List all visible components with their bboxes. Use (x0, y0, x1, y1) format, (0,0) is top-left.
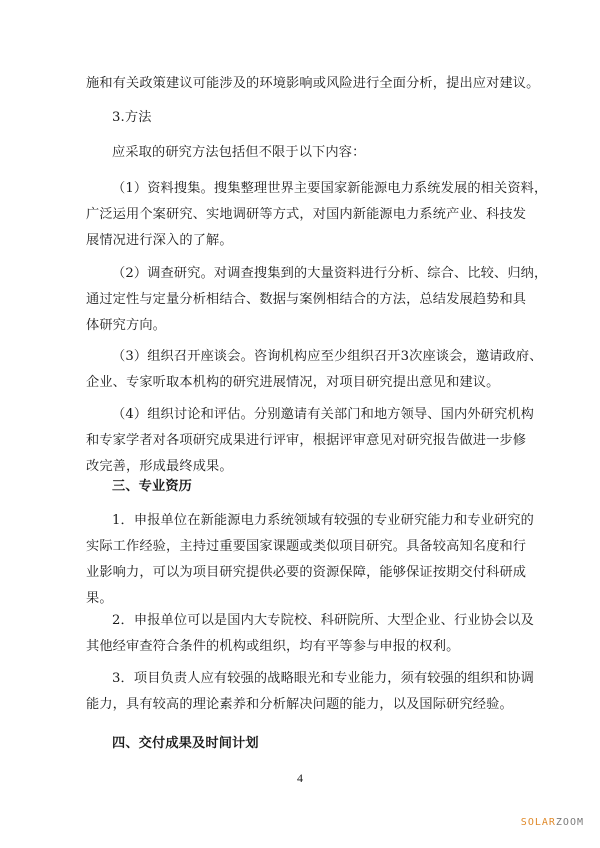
section-heading-qualification: 三、专业资历 (112, 479, 193, 494)
qualification-item-1: 1．申报单位在新能源电力系统领域有较强的专业研究能力和专业研究的 实际工作经验，主持过重要国家课题或类似项目研究。具备较高知名度和行 业影响力，可以为项目研究提供必要的资源保障，能够保证按期交付科研成 果。 (86, 513, 534, 606)
method-item-2: （2）调查研究。对调查搜集到的大量资料进行分析、综合、比较、归纳， 通过定性与定量分析相结合、数据与案例相结合的方法，总结发展趋势和具 体研究方向。 (86, 266, 548, 333)
paragraph-continuation: 施和有关政策建议可能涉及的环境影响或风险进行全面分析，提出应对建议。 (86, 76, 540, 91)
method-item-4: （4）组织讨论和评估。分别邀请有关部门和地方领导、国内外研究机构 和专家学者对各项研究成果进行评审，根据评审意见对研究报告做进一步修 改完善，形成最终成果。 (86, 407, 534, 474)
method-intro: 应采取的研究方法包括但不限于以下内容： (112, 145, 366, 160)
section-method-title: 3.方法 (112, 110, 152, 125)
solarzoom-watermark (521, 817, 584, 828)
watermark-part2: ZOOM (555, 817, 584, 828)
section-heading-deliverables: 四、交付成果及时间计划 (112, 736, 259, 751)
method-item-3: （3）组织召开座谈会。咨询机构应至少组织召开3次座谈会，邀请政府、 企业、专家听取本机构的研究进展情况，对项目研究提出意见和建议。 (86, 349, 543, 390)
qualification-item-2: 2．申报单位可以是国内大专院校、科研院所、大型企业、行业协会以及 其他经审查符合条件的机构或组织，均有平等参与申报的权利。 (86, 613, 534, 654)
page-number: 4 (297, 771, 303, 785)
qualification-item-3: 3．项目负责人应有较强的战略眼光和专业能力，须有较强的组织和协调 能力，具有较高的理论素养和分析解决问题的能力，以及国际研究经验。 (86, 671, 534, 712)
watermark-part1: SOLAR (520, 817, 556, 828)
method-item-1: （1）资料搜集。搜集整理世界主要国家新能源电力系统发展的相关资料， 广泛运用个案研究、实地调研等方式，对国内新能源电力系统产业、科技发 展情况进行深入的了解。 (86, 181, 548, 248)
